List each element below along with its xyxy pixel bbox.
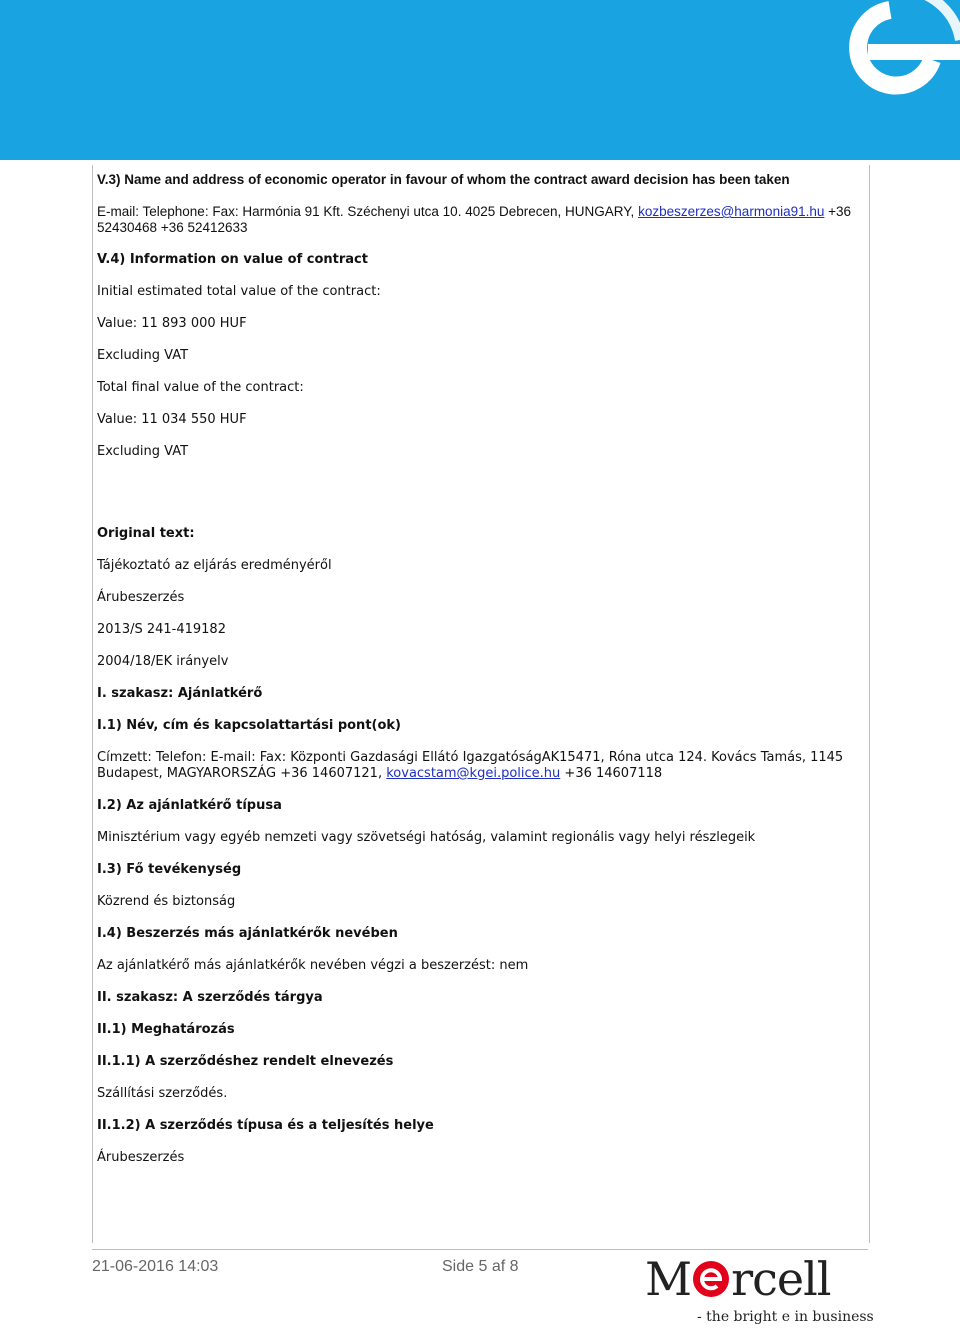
brand-wordmark — [645, 1254, 831, 1304]
section-heading: I. szakasz: Ajánlatkérő — [97, 686, 263, 701]
initial-value: Value: 11 893 000 HUF — [97, 316, 247, 331]
page-header-banner — [0, 0, 960, 160]
contact-text: E-mail: Telephone: Fax: Harmónia 91 Kft. Széchenyi utca 10. 4025 Debrecen, HUNGARY, — [97, 204, 635, 219]
section-heading: I.4) Beszerzés más ajánlatkérők nevében — [97, 926, 398, 941]
email-link[interactable]: kovacstam@kgei.police.hu — [386, 766, 561, 781]
section-heading: I.1) Név, cím és kapcsolattartási pont(ok) — [97, 718, 401, 733]
section-heading: V.3) Name and address of economic operator in favour of whom the contract award decision has been taken — [97, 172, 790, 187]
final-value-label: Total final value of the contract: — [97, 380, 304, 395]
initial-value-label: Initial estimated total value of the contract: — [97, 284, 381, 299]
notice-directive: 2004/18/EK irányelv — [97, 654, 229, 669]
document-body — [97, 172, 857, 1182]
section-text: Közrend és biztonság — [97, 894, 236, 909]
vat-note: Excluding VAT — [97, 444, 189, 459]
footer-divider — [92, 1249, 868, 1250]
marcell-logo — [645, 1254, 875, 1329]
email-link[interactable]: kozbeszerzes@harmonia91.hu — [638, 204, 825, 219]
section-text: Minisztérium vagy egyéb nemzeti vagy szövetségi hatóság, valamint regionális vagy helyi részlegeik — [97, 830, 756, 845]
section-heading: II.1.2) A szerződés típusa és a teljesítés helye — [97, 1118, 434, 1133]
section-text: Árubeszerzés — [97, 1150, 185, 1165]
section-heading: II.1.1) A szerződéshez rendelt elnevezés — [97, 1054, 394, 1069]
section-text: Szállítási szerződés. — [97, 1086, 228, 1101]
final-value: Value: 11 034 550 HUF — [97, 412, 247, 427]
brand-tagline: - the bright e in business — [697, 1309, 874, 1325]
authority-contact — [97, 750, 857, 782]
section-heading: II. szakasz: A szerződés tárgya — [97, 990, 323, 1005]
contact-fax: +36 14607118 — [564, 766, 663, 781]
vat-note: Excluding VAT — [97, 348, 189, 363]
page-number: Side 5 af 8 — [442, 1258, 519, 1275]
notice-type: Árubeszerzés — [97, 590, 185, 605]
section-heading: I.3) Fő tevékenység — [97, 862, 242, 877]
section-heading: I.2) Az ajánlatkérő típusa — [97, 798, 282, 813]
notice-title: Tájékoztató az eljárás eredményéről — [97, 558, 332, 573]
section-heading: V.4) Information on value of contract — [97, 252, 368, 267]
red-e-icon — [693, 1261, 729, 1297]
brand-letters: rcell — [731, 1252, 831, 1306]
notice-reference: 2013/S 241-419182 — [97, 622, 226, 637]
original-text-label: Original text: — [97, 526, 195, 541]
brand-letter: M — [645, 1252, 692, 1306]
section-text: Az ajánlatkérő más ajánlatkérők nevében végzi a beszerzést: nem — [97, 958, 529, 973]
footer-date: 21-06-2016 14:03 — [92, 1258, 219, 1275]
contact-phones: +36 52430468 +36 52412633 — [97, 204, 852, 235]
contact-text: Címzett: Telefon: E-mail: Fax: Központi Gazdasági Ellátó IgazgatóságAK15471, Róna utca 124. Kovács Tamás, 1145 Budapest, MAGYARORSZÁG +36 14607121, — [97, 750, 844, 781]
e-logo-icon — [820, 0, 960, 110]
section-heading: II.1) Meghatározás — [97, 1022, 235, 1037]
contractor-contact — [97, 204, 857, 236]
